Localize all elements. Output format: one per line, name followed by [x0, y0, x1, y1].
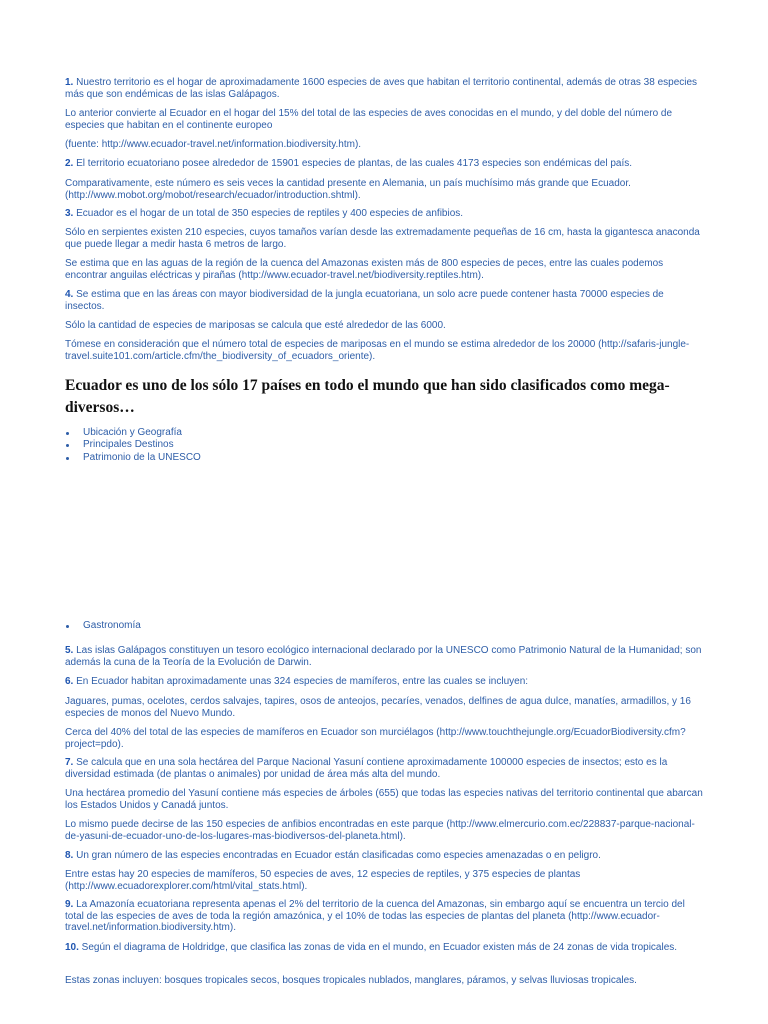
nav-link-list — [65, 427, 201, 464]
fact-7-detail: Una hectárea promedio del Yasuní contiene más especies de árboles (655) que todas las especies nativas del territorio continental que abarcan los Estados Unidos y Canadá juntos. — [65, 788, 703, 811]
fact-number: 5. — [65, 645, 74, 656]
fact-3-detail: Sólo en serpientes existen 210 especies, cuyos tamaños varían desde las extremadamente pequeñas de 16 cm, hasta la gigantesca anaconda que puede llegar a medir hasta 6 metros de largo. — [65, 227, 700, 250]
fact-7-amphibians: Lo mismo puede decirse de las 150 especies de anfibios encontradas en este parque (http://www.elmercurio.com.ec/228837-parque-nacional-de-yasuni-de-ecuador-uno-de-los-lugares-mas-biodiversos-del-planeta.html). — [65, 819, 695, 842]
fact-2-detail: Comparativamente, este número es seis veces la cantidad presente en Alemania, un país muchísimo más grande que Ecuador.(http://www.mobot.org/mobot/research/ecuador/introduction.shtml). — [65, 178, 631, 201]
nav-link-ubicacion[interactable]: Ubicación y Geografía — [65, 427, 201, 439]
fact-number: 10. — [65, 942, 79, 953]
fact-text: La Amazonía ecuatoriana representa apenas el 2% del territorio de la cuenca del Amazonas, sin embargo aquí se encuentra un tercio del total de las especies de aves de toda la región amazónica, y el 10% de todas las especies de plantas del planeta (http://www.ecuador-travel.net/information.biodiversity.htm). — [65, 899, 685, 934]
fact-1-source: (fuente: http://www.ecuador-travel.net/information.biodiversity.htm). — [65, 139, 362, 150]
fact-9 — [65, 899, 705, 934]
fact-10 — [65, 942, 705, 954]
fact-4-detail: Sólo la cantidad de especies de mariposas se calcula que esté alrededor de las 6000. — [65, 320, 446, 331]
nav-link-list-2 — [65, 620, 141, 632]
fact-number: 1. — [65, 77, 74, 88]
fact-6-detail: Jaguares, pumas, ocelotes, cerdos salvajes, tapires, osos de anteojos, pecaríes, venados, delfines de agua dulce, manatíes, armadillos, y 16 especies de monos del Nuevo Mundo. — [65, 696, 691, 719]
nav-link-gastronomia[interactable]: Gastronomía — [65, 620, 141, 632]
fact-1 — [65, 77, 705, 100]
fact-text: Las islas Galápagos constituyen un tesoro ecológico internacional declarado por la UNESCO como Patrimonio Natural de la Humanidad; son además la cuna de la Teoría de la Evolución de Darwin. — [65, 645, 702, 668]
fact-4 — [65, 289, 705, 312]
fact-6 — [65, 676, 705, 688]
megadiverse-heading — [65, 375, 725, 419]
fact-5 — [65, 645, 705, 668]
fact-text: El territorio ecuatoriano posee alrededor de 15901 especies de plantas, de las cuales 4173 especies son endémicas del país. — [73, 158, 633, 169]
fact-2 — [65, 158, 705, 170]
nav-link-destinos[interactable]: Principales Destinos — [65, 439, 201, 451]
fact-8-detail: Entre estas hay 20 especies de mamíferos, 50 especies de aves, 12 especies de reptiles, y 375 especies de plantas (http://www.ecuadorexplorer.com/html/vital_stats.html). — [65, 869, 581, 892]
fact-4-butterflies: Tómese en consideración que el número total de especies de mariposas en el mundo se estima alrededor de los 20000 (http://safaris-jungle-travel.suite101.com/article.cfm/the_biodiversity_of_ecuadors_oriente). — [65, 339, 690, 362]
fact-3 — [65, 208, 705, 220]
fact-text: Se calcula que en una sola hectárea del Parque Nacional Yasuní contiene aproximadamente 100000 especies de insectos; esto es la diversidad estimada (de plantas o animales) por unidad de área más alta del mundo. — [65, 757, 668, 780]
fact-number: 9. — [65, 899, 74, 910]
fact-7 — [65, 757, 705, 780]
nav-link-unesco[interactable]: Patrimonio de la UNESCO — [65, 452, 201, 464]
fact-text: En Ecuador habitan aproximadamente unas 324 especies de mamíferos, entre las cuales se incluyen: — [73, 676, 529, 687]
fact-number: 3. — [65, 208, 74, 219]
fact-text: Ecuador es el hogar de un total de 350 especies de reptiles y 400 especies de anfibios. — [73, 208, 464, 219]
fact-text: Un gran número de las especies encontradas en Ecuador están clasificadas como especies amenazadas o en peligro. — [73, 850, 601, 861]
fact-number: 7. — [65, 757, 74, 768]
fact-text: Se estima que en las áreas con mayor biodiversidad de la jungla ecuatoriana, un solo acre puede contener hasta 70000 especies de insectos. — [65, 289, 664, 312]
heading-ellipsis: … — [119, 399, 136, 416]
fact-10-detail: Estas zonas incluyen: bosques tropicales secos, bosques tropicales nublados, manglares, páramos, y selvas lluviosas tropicales. — [65, 975, 637, 986]
fact-1-detail: Lo anterior convierte al Ecuador en el hogar del 15% del total de las especies de aves conocidas en el mundo, y del doble del número de especies que habitan en el continente europeo — [65, 108, 673, 131]
heading-text: Ecuador es uno de los sólo 17 países en todo el mundo que han sido clasificados como mega-diversos — [65, 377, 670, 416]
fact-3-fish: Se estima que en las aguas de la región de la cuenca del Amazonas existen más de 800 especies de peces, entre las cuales podemos encontrar anguilas eléctricas y pirañas (http://www.ecuador-travel.net/biodiversity.reptiles.htm). — [65, 258, 664, 281]
fact-number: 8. — [65, 850, 74, 861]
fact-text: Nuestro territorio es el hogar de aproximadamente 1600 especies de aves que habitan el territorio continental, además de otras 38 especies más que son endémicas de las islas Galápagos. — [65, 77, 698, 100]
fact-text: Según el diagrama de Holdridge, que clasifica las zonas de vida en el mundo, en Ecuador existen más de 24 zonas de vida tropicales. — [78, 942, 678, 953]
fact-number: 2. — [65, 158, 74, 169]
fact-number: 4. — [65, 289, 74, 300]
fact-6-bats: Cerca del 40% del total de las especies de mamíferos en Ecuador son murciélagos (http://www.touchthejungle.org/EcuadorBiodiversity.cfm?project=pdo). — [65, 727, 686, 750]
fact-8 — [65, 850, 705, 862]
fact-number: 6. — [65, 676, 74, 687]
